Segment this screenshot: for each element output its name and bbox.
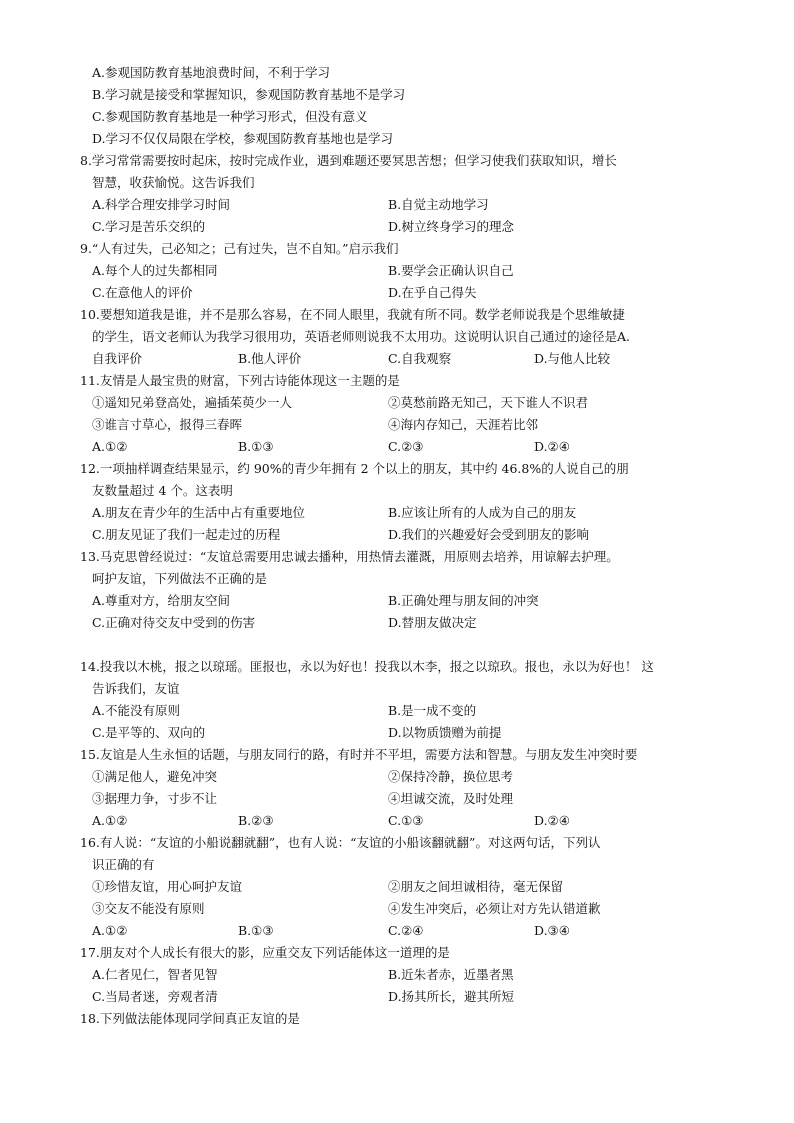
q13-stem-line-2: 呵护友谊，下列做法不正确的是 [92, 571, 268, 586]
q13-option-a: A.尊重对方，给朋友空间 [92, 593, 231, 608]
q17-option-a: A.仁者见仁，智者见智 [92, 967, 218, 982]
q10-stem-line-1: 10.要想知道我是谁，并不是那么容易，在不同人眼里，我就有所不同。数学老师说我是个思维敏捷 [80, 307, 625, 322]
q16-option-c: C.②④ [388, 923, 424, 938]
q12-option-c: C.朋友见证了我们一起走过的历程 [92, 527, 281, 542]
q9-option-c: C.在意他人的评价 [92, 285, 193, 300]
q14-stem-line-1: 14.投我以木桃，报之以琼瑶。匪报也，永以为好也！投我以木李，报之以琼玖。报也，永以为好也！ 这 [80, 659, 654, 674]
q11-option-a: A.①② [92, 439, 128, 454]
q15-stem: 15.友谊是人生永恒的话题，与朋友同行的路，有时并不平坦，需要方法和智慧。与朋友发生冲突时要 [80, 747, 638, 762]
q9-option-a: A.每个人的过失都相同 [92, 263, 218, 278]
q13-option-d: D.替朋友做决定 [388, 615, 477, 630]
q7-option-b: B.学习就是接受和掌握知识，参观国防教育基地不是学习 [92, 87, 406, 102]
q12-option-d: D.我们的兴趣爱好会受到朋友的影响 [388, 527, 590, 542]
q15-option-d: D.②④ [534, 813, 570, 828]
q8-option-b: B.自觉主动地学习 [388, 197, 489, 212]
q16-item-1: ①珍惜友谊，用心呵护友谊 [92, 879, 243, 894]
q9-option-b: B.要学会正确认识自己 [388, 263, 514, 278]
q14-stem-line-2: 告诉我们，友谊 [92, 681, 180, 696]
q16-option-b: B.①③ [238, 923, 274, 938]
q10-option-c: C.自我观察 [388, 351, 452, 366]
q15-option-a: A.①② [92, 813, 128, 828]
q15-item-3: ③据理力争，寸步不让 [92, 791, 218, 806]
q11-option-c: C.②③ [388, 439, 424, 454]
q11-item-3: ③谁言寸草心，报得三春晖 [92, 417, 243, 432]
q17-option-d: D.扬其所长，避其所短 [388, 989, 515, 1004]
q11-option-b: B.①③ [238, 439, 274, 454]
q10-option-d: D.与他人比较 [534, 351, 611, 366]
q15-option-c: C.①③ [388, 813, 424, 828]
q16-item-4: ④发生冲突后，必须让对方先认错道歉 [388, 901, 601, 916]
q12-stem-line-2: 友数量超过 4 个。这表明 [92, 483, 233, 498]
q15-option-b: B.②③ [238, 813, 274, 828]
q16-item-2: ②朋友之间坦诚相待，毫无保留 [388, 879, 564, 894]
q15-item-4: ④坦诚交流，及时处理 [388, 791, 514, 806]
q12-stem-line-1: 12.一项抽样调查结果显示，约 90%的青少年拥有 2 个以上的朋友，其中约 46.8%的人说自己的朋 [80, 461, 629, 476]
q10-stem-line-2: 的学生，语文老师认为我学习很用功，英语老师则说我不太用功。这说明认识自己通过的途径是A. [92, 329, 631, 344]
q16-item-3: ③交友不能没有原则 [92, 901, 205, 916]
q8-option-d: D.树立终身学习的理念 [388, 219, 515, 234]
q13-option-b: B.正确处理与朋友间的冲突 [388, 593, 539, 608]
q15-item-2: ②保持冷静，换位思考 [388, 769, 514, 784]
q11-item-4: ④海内存知己，天涯若比邻 [388, 417, 539, 432]
q9-option-d: D.在乎自己得失 [388, 285, 477, 300]
q11-item-1: ①遥知兄弟登高处，遍插茱萸少一人 [92, 395, 293, 410]
q18-stem: 18.下列做法能体现同学间真正友谊的是 [80, 1011, 300, 1026]
q8-stem-line-1: 8.学习常常需要按时起床，按时完成作业，遇到难题还要冥思苦想；但学习使我们获取知识，增长 [80, 153, 617, 168]
q16-option-a: A.①② [92, 923, 128, 938]
q9-stem: 9.“人有过失，己必知之；己有过失，岂不自知。”启示我们 [80, 241, 399, 256]
q11-option-d: D.②④ [534, 439, 570, 454]
q14-option-d: D.以物质馈赠为前提 [388, 725, 502, 740]
q10-option-a: 自我评价 [92, 351, 143, 366]
q13-stem-line-1: 13.马克思曾经说过：“友谊总需要用忠诚去播种，用热情去灌溉，用原则去培养，用谅解去护理。 [80, 549, 619, 564]
q12-option-b: B.应该让所有的人成为自己的朋友 [388, 505, 577, 520]
q16-stem-line-1: 16.有人说：“友谊的小船说翻就翻”，也有人说：“友谊的小船该翻就翻”。对这两句话，下列认 [80, 835, 601, 850]
q7-option-a: A.参观国防教育基地浪费时间，不利于学习 [92, 65, 331, 80]
q12-option-a: A.朋友在青少年的生活中占有重要地位 [92, 505, 306, 520]
q16-option-d: D.③④ [534, 923, 570, 938]
q17-option-b: B.近朱者赤，近墨者黑 [388, 967, 514, 982]
q7-option-c: C.参观国防教育基地是一种学习形式，但没有意义 [92, 109, 368, 124]
q14-option-a: A.不能没有原则 [92, 703, 181, 718]
q8-stem-line-2: 智慧，收获愉悦。这告诉我们 [92, 175, 255, 190]
q15-item-1: ①满足他人，避免冲突 [92, 769, 218, 784]
q8-option-c: C.学习是苦乐交织的 [92, 219, 206, 234]
q7-option-d: D.学习不仅仅局限在学校，参观国防教育基地也是学习 [92, 131, 394, 146]
q10-option-b: B.他人评价 [238, 351, 302, 366]
q8-option-a: A.科学合理安排学习时间 [92, 197, 231, 212]
q17-option-c: C.当局者迷，旁观者清 [92, 989, 218, 1004]
q16-stem-line-2: 识正确的有 [92, 857, 155, 872]
q14-option-c: C.是平等的、双向的 [92, 725, 206, 740]
q13-option-c: C.正确对待交友中受到的伤害 [92, 615, 256, 630]
q14-option-b: B.是一成不变的 [388, 703, 477, 718]
q17-stem: 17.朋友对个人成长有很大的影，应重交友下列话能体这一道理的是 [80, 945, 450, 960]
q11-item-2: ②莫愁前路无知己，天下谁人不识君 [388, 395, 589, 410]
q11-stem: 11.友情是人最宝贵的财富，下列古诗能体现这一主题的是 [80, 373, 400, 388]
